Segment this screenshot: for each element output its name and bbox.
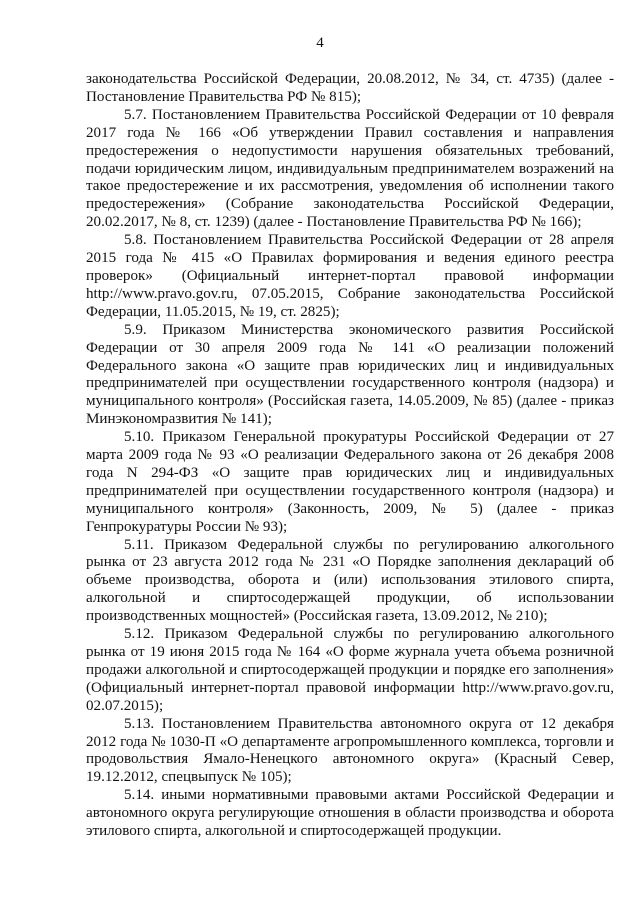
paragraph-5-14: 5.14. иными нормативными правовыми актами Российской Федерации и автономного округа регулирующие отношения в области производства и оборота этилового спирта, алкогольной и спиртосодержащей продукции. xyxy=(86,787,614,840)
paragraph-5-11: 5.11. Приказом Федеральной службы по регулированию алкогольного рынка от 23 августа 2012 года № 231 «О Порядке заполнения деклараций об объеме производства, оборота и (или) использования этилового спирта, алкогольной и спиртосодержащей продукции, об использовании производственных мощностей» (Российская газета, 13.09.2012, № 210); xyxy=(86,536,614,625)
document-body xyxy=(86,71,614,841)
paragraph-5-12: 5.12. Приказом Федеральной службы по регулированию алкогольного рынка от 19 июня 2015 года № 164 «О форме журнала учета объема розничной продажи алкогольной и спиртосодержащей продукции и порядке его заполнения» (Официальный интернет-портал правовой информации http://www.pravo.gov.ru, 02.07.2015); xyxy=(86,626,614,714)
paragraph-5-9: 5.9. Приказом Министерства экономического развития Российской Федерации от 30 апреля 2009 года № 141 «О реализации положений Федерального закона «О защите прав юридических лиц и индивидуальных предпринимателей при осуществлении государственного контроля (надзора) и муниципального контроля» (Российская газета, 14.05.2009, № 85) (далее - приказ Минэкономразвития № 141); xyxy=(86,321,614,428)
paragraph-5-13: 5.13. Постановлением Правительства автономного округа от 12 декабря 2012 года № 1030-П «О департаменте агропромышленного комплекса, торговли и продовольствия Ямало-Ненецкого автономного округа» (Красный Север, 19.12.2012, спецвыпуск № 105); xyxy=(86,715,614,786)
page-number: 4 xyxy=(316,35,324,51)
paragraph-continuation: законодательства Российской Федерации, 20.08.2012, № 34, ст. 4735) (далее - Постановление Правительства РФ № 815); xyxy=(86,71,614,105)
paragraph-5-7: 5.7. Постановлением Правительства Российской Федерации от 10 февраля 2017 года № 166 «Об утверждении Правил составления и направления предостережения о недопустимости нарушения обязательных требований, подачи юридическим лицом, индивидуальным предпринимателем возражений на такое предостережение и их рассмотрения, уведомления об исполнении такого предостережения» (Собрание законодательства Российской Федерации, 20.02.2017, № 8, ст. 1239) (далее - Постановление Правительства РФ № 166); xyxy=(86,106,614,231)
paragraph-5-8: 5.8. Постановлением Правительства Российской Федерации от 28 апреля 2015 года № 415 «О Правилах формирования и ведения единого реестра проверок» (Официальный интернет-портал правовой информации http://www.pravo.gov.ru, 07.05.2015, Собрание законодательства Российской Федерации, 11.05.2015, № 19, ст. 2825); xyxy=(86,232,614,320)
paragraph-5-10: 5.10. Приказом Генеральной прокуратуры Российской Федерации от 27 марта 2009 года № 93 «О реализации Федерального закона от 26 декабря 2008 года N 294-ФЗ «О защите прав юридических лиц и индивидуальных предпринимателей при осуществлении государственного контроля (надзора) и муниципального контроля» (Законность, 2009, № 5) (далее - приказ Генпрокуратуры России № 93); xyxy=(86,429,614,535)
